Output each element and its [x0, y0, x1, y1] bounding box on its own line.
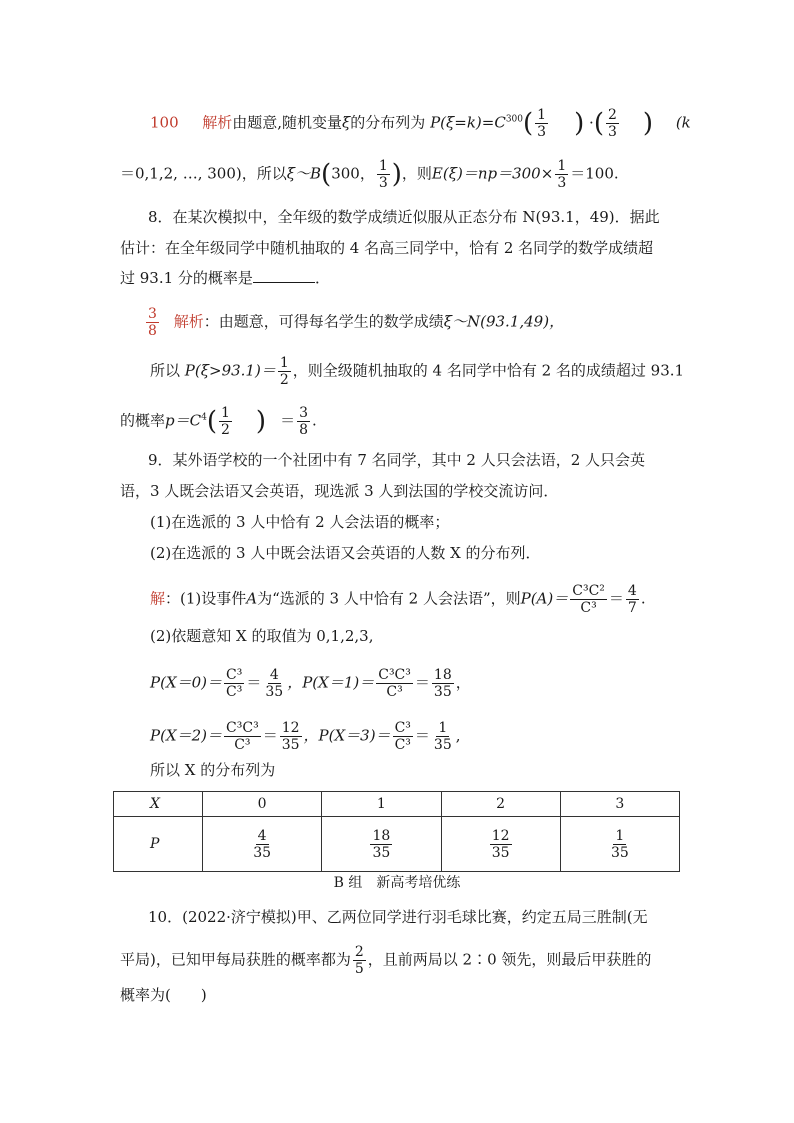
q9-stem-line-1: 9．某外语学校的一个社团中有 7 名同学，其中 2 人只会法语，2 人只会英 [148, 451, 646, 469]
q8-analysis-label: 解析 [173, 312, 204, 331]
fraction: $\frac{\text{C³C³}}{\text{C³}}$ [226, 720, 259, 753]
table-cell: $\frac{12}{35}$ [441, 817, 560, 872]
fraction: $\frac{1}{3}$ [537, 107, 547, 140]
fraction: $\frac{12}{35}$ [281, 720, 300, 753]
fraction: $\frac{2}{3}$ [607, 107, 617, 140]
table-cell: P [114, 817, 203, 872]
q8-analysis-line-2: 所以 P(ξ>93.1)＝ $\frac{1}{2}$ ，则全级随机抽取的 4 名同学中恰有 2 名的成绩超过 93.1 [150, 355, 685, 388]
q9-part-1: (1)在选派的 3 人中恰有 2 人会法语的概率； [150, 513, 450, 531]
fraction: $\frac{1}{35}$ [433, 720, 452, 753]
fraction: $\frac{18}{35}$ [433, 667, 452, 700]
fraction: $\frac{\text{C³}}{\text{C³}}$ [394, 720, 411, 753]
q8-stem-line-3: 过 93.1 分的概率是 ． [120, 269, 330, 287]
q9-solution-tail: 所以 X 的分布列为 [150, 761, 276, 779]
answer-blank [253, 268, 315, 283]
fraction: $\frac{1}{2}$ [279, 355, 289, 388]
q10-stem-line-2: 平局)，已知甲每局获胜的概率都为 $\frac{2}{5}$ ，且前两局以 2∶0 领先，则最后甲获胜的 [120, 944, 652, 977]
fraction: $\frac{4}{7}$ [627, 583, 637, 616]
q7-analysis-line-1: 100 解析由题意,随机变量ξ的分布列为 $P(\xi=k)=C^{300}$( $\frac{1}{3}$ ) ·( $\frac{2}{3}$ ) (k [150, 107, 691, 140]
table-cell: $\frac{18}{35}$ [322, 817, 441, 872]
distribution-table [113, 791, 680, 872]
q7-answer: 100 [150, 113, 179, 132]
fraction: $\frac{3}{8}$ [299, 405, 309, 438]
q8-answer: $\frac{3}{8}$ [148, 306, 157, 339]
fraction: $\frac{1}{2}$ [221, 405, 230, 438]
q8-stem-line-2: 估计：在全年级同学中随机抽取的 4 名高三同学中，恰有 2 名同学的数学成绩超 [120, 239, 654, 257]
q8-analysis-line-1: $\frac{3}{8}$ 解析：由题意，可得每名学生的数学成绩ξ～N(93.1,49)， [148, 306, 565, 339]
fraction: $\frac{1}{3}$ [557, 158, 567, 191]
q9-solution-label: 解 [150, 589, 166, 608]
q9-stem-line-2: 语，3 人既会法语又会英语，现选派 3 人到法国的学校交流访问． [120, 482, 559, 500]
fraction: $\frac{2}{5}$ [354, 944, 364, 977]
fraction: $\frac{\text{C³C²}}{\text{C³}}$ [572, 583, 605, 616]
table-cell: 3 [560, 792, 679, 817]
fraction: $\frac{4}{35}$ [265, 667, 284, 700]
fraction: $\frac{\text{C³}}{\text{C³}}$ [226, 667, 243, 700]
q8-stem-line-1: 8．在某次模拟中，全年级的数学成绩近似服从正态分布 N(93.1，49)．据此 [148, 208, 660, 226]
fraction: $\frac{\text{C³C³}}{\text{C³}}$ [378, 667, 411, 700]
table-cell: 0 [203, 792, 322, 817]
q7-analysis-label: 解析 [202, 113, 233, 132]
table-cell: 1 [322, 792, 441, 817]
q8-analysis-line-3: 的概率$p=C^4$( $\frac{1}{2}$ ) ＝ $\frac{3}{8}$ . [120, 405, 317, 438]
table-cell: X [114, 792, 203, 817]
table-cell: $\frac{4}{35}$ [203, 817, 322, 872]
table-cell: 2 [441, 792, 560, 817]
table-row [114, 792, 680, 817]
q9-solution-line-2: (2)依题意知 X 的取值为 0,1,2,3, [150, 627, 374, 645]
section-heading: B 组 新高考培优练 [333, 875, 461, 891]
q9-prob-row-2: P(X＝2)＝ $\frac{\text{C³C³}}{\text{C³}}$ ＝ $\frac{12}{35}$ ，P(X＝3)＝ $\frac{\text{C³}}{\text{C³}}$ ＝ $\frac{1}{35}$ , [150, 720, 461, 753]
q10-stem-line-3: 概率为( ) [120, 986, 207, 1004]
q7-analysis-line-2: ＝0,1,2, …, 300)，所以ξ～B(300， $\frac{1}{3}$ )，则E(ξ)＝np＝300× $\frac{1}{3}$ ＝100. [120, 158, 619, 191]
table-cell: $\frac{1}{35}$ [560, 817, 679, 872]
q9-part-2: (2)在选派的 3 人中既会法语又会英语的人数 X 的分布列． [150, 544, 541, 562]
fraction: $\frac{1}{3}$ [378, 158, 388, 191]
q9-solution-line-1: 解：(1)设事件A为“选派的 3 人中恰有 2 人会法语”，则P(A)＝ $\frac{\text{C³C²}}{\text{C³}}$ ＝ $\frac{4}{7}$ . [150, 583, 646, 616]
q10-stem-line-1: 10．(2022·济宁模拟)甲、乙两位同学进行羽毛球比赛，约定五局三胜制(无 [148, 908, 648, 926]
table-row [114, 817, 680, 872]
q9-prob-row-1: P(X＝0)＝ $\frac{\text{C³}}{\text{C³}}$ ＝ $\frac{4}{35}$ ，P(X＝1)＝ $\frac{\text{C³C³}}{\text{C³}}$ ＝ $\frac{18}{35}$ ， [150, 667, 471, 700]
